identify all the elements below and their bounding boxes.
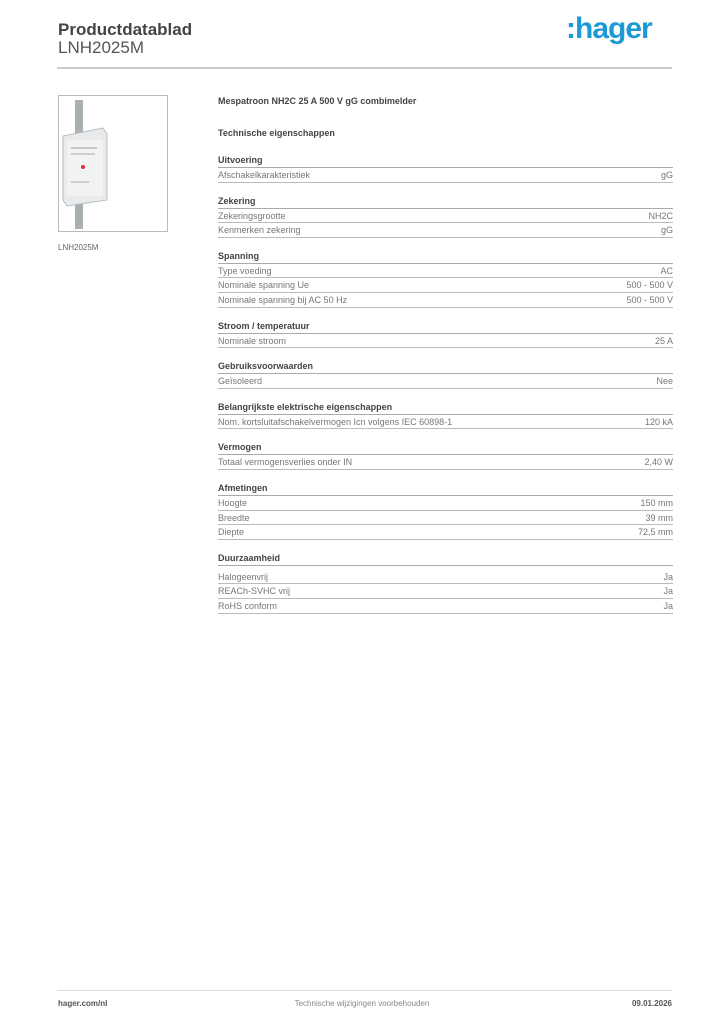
image-caption: LNH2025M [58, 243, 99, 252]
property-value: 500 - 500 V [626, 294, 673, 305]
property-row [218, 455, 673, 470]
property-row [218, 511, 673, 526]
property-row [218, 415, 673, 430]
divider [57, 67, 672, 69]
property-section [218, 195, 673, 238]
property-label: Nominale spanning bij AC 50 Hz [218, 294, 348, 305]
property-label: Breedte [218, 512, 250, 523]
property-label: Nom. kortsluitafschakelvermogen Icn volgens IEC 60898-1 [218, 416, 453, 427]
property-label: RoHS conform [218, 600, 278, 611]
property-value: 120 kA [644, 416, 673, 427]
section-heading: Zekering [218, 195, 673, 209]
property-value: NH2C [648, 210, 673, 221]
property-row [218, 168, 673, 183]
property-value: Ja [663, 571, 673, 582]
product-details [218, 96, 673, 614]
property-row [218, 264, 673, 279]
property-value: 500 - 500 V [626, 280, 673, 291]
fuse-illustration [59, 96, 167, 231]
property-value: Ja [663, 586, 673, 597]
property-value: gG [660, 170, 673, 180]
property-label: Zekeringsgrootte [218, 210, 286, 221]
property-label: Afschakelkarakteristiek [218, 170, 311, 180]
section-heading: Duurzaamheid [218, 552, 673, 566]
property-value: gG [660, 225, 673, 236]
product-code: LNH2025M [58, 38, 144, 57]
property-row [218, 293, 673, 308]
property-row [218, 223, 673, 238]
property-row [218, 209, 673, 224]
property-label: Geïsoleerd [218, 376, 263, 387]
footer-date: 09.01.2026 [631, 999, 672, 1008]
property-value: 72,5 mm [637, 527, 673, 538]
footer-divider [57, 990, 672, 991]
property-section [218, 250, 673, 308]
section-heading: Gebruiksvoorwaarden [218, 360, 673, 374]
property-row [218, 374, 673, 389]
property-row [218, 584, 673, 599]
property-label: Halogeenvrij [218, 571, 269, 582]
property-section [218, 154, 673, 183]
property-value: AC [660, 265, 673, 276]
property-label: REACh-SVHC vrij [218, 586, 291, 597]
property-label: Diepte [218, 527, 245, 538]
property-row [218, 334, 673, 349]
section-heading: Afmetingen [218, 482, 673, 496]
product-image [58, 95, 168, 232]
footer-notice: Technische wijzigingen voorbehouden [294, 999, 430, 1008]
product-title: Mespatroon NH2C 25 A 500 V gG combimelder [218, 96, 417, 106]
section-heading: Vermogen [218, 441, 673, 455]
property-section [218, 401, 673, 430]
property-row [218, 570, 673, 585]
property-label: Nominale stroom [218, 335, 287, 346]
property-row [218, 599, 673, 614]
property-section [218, 441, 673, 470]
property-row [218, 278, 673, 293]
property-value: Nee [656, 376, 673, 387]
property-section [218, 552, 673, 614]
section-heading: Spanning [218, 250, 673, 264]
technical-properties-title: Technische eigenschappen [218, 128, 335, 138]
property-value: 150 mm [640, 497, 673, 508]
property-label: Hoogte [218, 497, 248, 508]
property-row [218, 525, 673, 540]
property-label: Type voeding [218, 265, 272, 276]
property-label: Totaal vermogensverlies onder IN [218, 457, 353, 468]
properties-list [218, 154, 673, 614]
footer-website[interactable]: hager.com/nl [58, 999, 108, 1008]
property-value: 2,40 W [644, 457, 673, 468]
property-label: Nominale spanning Ue [218, 280, 310, 291]
property-section [218, 320, 673, 349]
property-value: 25 A [654, 335, 673, 346]
property-section [218, 482, 673, 540]
property-value: 39 mm [645, 512, 673, 523]
section-heading: Stroom / temperatuur [218, 320, 673, 334]
property-section [218, 360, 673, 389]
property-label: Kenmerken zekering [218, 225, 301, 236]
section-heading: Uitvoering [218, 154, 673, 168]
hager-logo: :hager [566, 12, 652, 45]
property-value: Ja [663, 600, 673, 611]
section-heading: Belangrijkste elektrische eigenschappen [218, 401, 673, 415]
document-title: Productdatablad [58, 20, 193, 39]
property-row [218, 496, 673, 511]
